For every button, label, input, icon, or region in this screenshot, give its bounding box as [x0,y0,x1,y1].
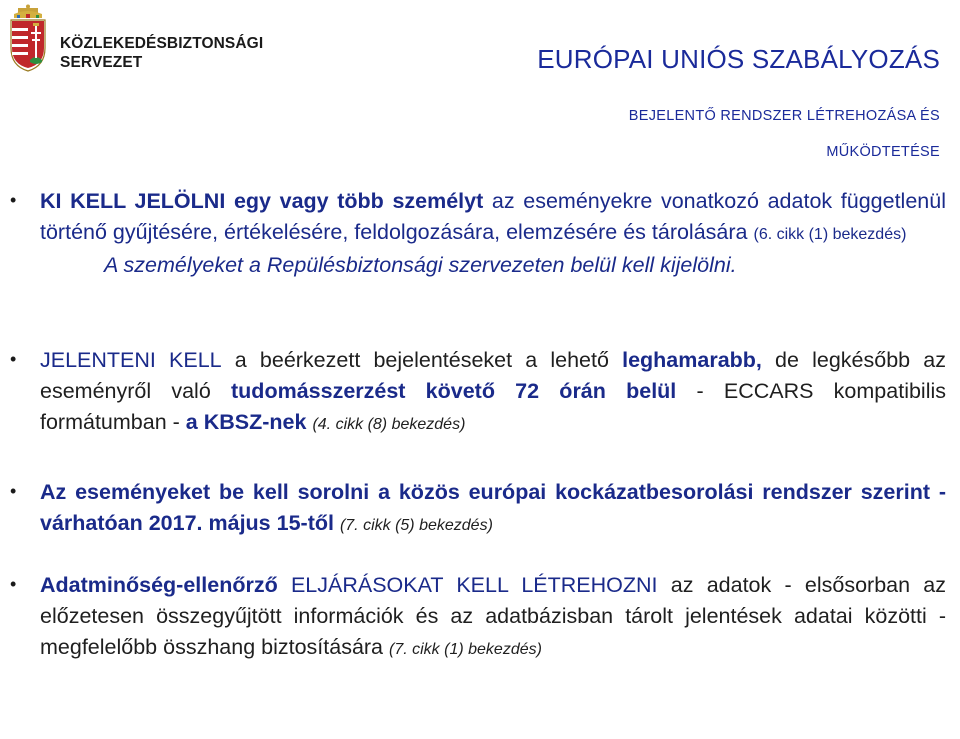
bullet-1-lead: KI KELL JELÖLNI [40,189,226,213]
org-name-line2: SERVEZET [60,54,143,71]
bullet-2-t1: a beérkezett bejelentéseket a lehető [234,348,609,372]
bullet-3-cite: (7. cikk (5) bekezdés) [339,517,493,534]
bullet-icon: • [10,481,17,501]
bullet-2-t2: de legkésőbb az eseményről való [40,348,946,403]
bullet-4-lead-sc: ELJÁRÁSOKAT KELL LÉTREHOZNI [290,573,658,597]
bullet-4-lead-bold: Adatminőség-ellenőrző [40,573,278,597]
bullet-2-b2: tudomásszerzést követő 72 órán belül [231,379,677,403]
bullet-3-bold: Az eseményeket be kell sorolni a közös európai kockázatbesorolási rendszer szerint - várhatóan 2017. május 15-től [40,480,946,535]
bullet-1-bold: egy vagy több személyt [233,189,484,213]
bullet-2-b1: leghamarabb, [622,348,762,372]
bullet-2-t3: - ECCARS kompatibilis formátumban - [40,379,947,434]
bullet-1-text: az eseményekre vonatkozó adatok függetlenül történő gyűjtésére, értékelésére, feldolgozására, elemzésére és tárolására [40,189,946,244]
page-title: EURÓPAI UNIÓS SZABÁLYOZÁS [537,44,940,74]
bullet-2-lead: JELENTENI KELL [40,348,222,372]
bullet-2-cite: (4. cikk (8) bekezdés) [312,416,466,433]
bullet-text-3 [40,477,946,541]
bullet-1-cite: (6. cikk (1) bekezdés) [753,226,907,243]
bullet-text-4 [40,570,946,665]
bullet-2-b3: a KBSZ-nek [185,410,307,434]
org-name-line1: KÖZLEKEDÉSBIZTONSÁGI [60,35,264,52]
subtitle-line1: BEJELENTŐ RENDSZER LÉTREHOZÁSA ÉS [628,108,940,124]
bullet-text-2 [40,345,946,440]
bullet-text-1 [40,186,946,281]
bullet-icon: • [10,349,17,369]
hungarian-coat-of-arms-icon [6,4,50,72]
page-subtitle [460,97,940,169]
subtitle-line2: MŰKÖDTETÉSE [826,144,940,160]
bullet-icon: • [10,574,17,594]
bullet-4-text: az adatok - elsősorban az előzetesen összegyűjtött információk és az adatbázisban tárolt jelentések adatai közötti - megfelelőbb összhang biztosítására [40,573,946,659]
bullet-icon: • [10,190,17,210]
bullet-1-italic: A személyeket a Repülésbiztonsági szervezeten belül kell kijelölni. [104,253,737,277]
org-logo [6,4,264,74]
org-name [60,34,263,72]
bullet-4-cite: (7. cikk (1) bekezdés) [389,641,542,658]
